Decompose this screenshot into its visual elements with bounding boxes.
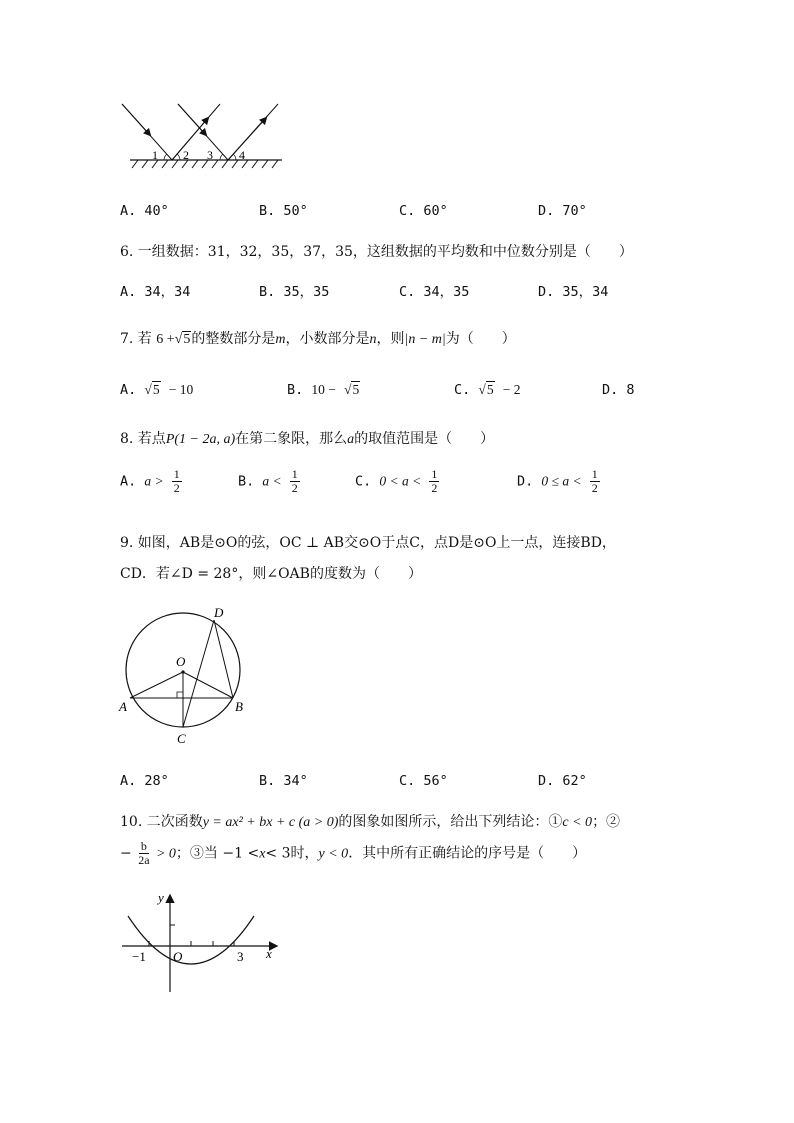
q10-stem-line2: − $\frac{b}{2a}$ > 0；③当 −1 <x< 3时，y < 0．其中所有正确结论的序号是（ ） (120, 839, 587, 867)
segment-oa (130, 672, 183, 698)
q9-option-d[interactable]: D. 62° (538, 773, 587, 789)
angle-label-4: 4 (239, 148, 245, 162)
parabola-figure (118, 888, 288, 998)
q6-stem: 6. 一组数据：31，32，35，37，35，这组数据的平均数和中位数分别是（ ） (120, 244, 633, 260)
label-b: B (235, 699, 243, 714)
q7-option-c[interactable]: C. √5 − 2 (454, 382, 521, 398)
q6-option-d[interactable]: D. 35，34 (538, 284, 609, 300)
segment-bd (214, 620, 233, 698)
segment-cd (183, 620, 214, 727)
q6-option-b[interactable]: B. 35，35 (259, 284, 330, 300)
angle-label-3: 3 (207, 148, 213, 162)
q9-option-c[interactable]: C. 56° (399, 773, 448, 789)
label-a: A (119, 699, 127, 714)
q9-option-a[interactable]: A. 28° (120, 773, 169, 789)
q7-option-b[interactable]: B. 10 − √5 (287, 382, 360, 398)
q6-option-a[interactable]: A. 34，34 (120, 284, 191, 300)
label-d: D (214, 605, 224, 620)
axis-label-y: y (158, 890, 164, 905)
label-o: O (176, 654, 186, 669)
q5-option-b[interactable]: B. 50° (259, 203, 308, 219)
q6-option-c[interactable]: C. 34，35 (399, 284, 470, 300)
q7-option-d[interactable]: D. 8 (602, 382, 635, 398)
q7-stem: 7. 若 6 +√5的整数部分是m，小数部分是n，则|n − m|为（ ） (120, 331, 516, 347)
angle-label-1: 1 (152, 148, 158, 162)
tick-label-3: 3 (237, 949, 244, 964)
reflection-figure (120, 96, 300, 176)
q8-option-b[interactable]: B. a < $\frac{1}{2}$ (238, 467, 298, 495)
origin-label: O (173, 949, 183, 964)
axis-label-x: x (266, 946, 272, 961)
q5-option-a[interactable]: A. 40° (120, 203, 169, 219)
segment-ob (183, 672, 233, 698)
q8-option-d[interactable]: D. 0 ≤ a < $\frac{1}{2}$ (517, 467, 598, 495)
q9-stem-line2: CD．若∠D = 28°，则∠OAB的度数为（ ） (120, 566, 422, 582)
q9-stem-line1: 9. 如图，AB是⊙O的弦，OC ⊥ AB交⊙O于点C，点D是⊙O上一点，连接BD， (120, 535, 616, 551)
parabola-curve (128, 916, 254, 964)
q8-option-a[interactable]: A. a > $\frac{1}{2}$ (120, 467, 180, 495)
circle-figure (115, 600, 265, 750)
q5-option-d[interactable]: D. 70° (538, 203, 587, 219)
q10-stem-line1: 10. 二次函数y = ax² + bx + c (a > 0)的图象如图所示，给出下列结论：①c < 0；② (120, 814, 621, 830)
q8-option-c[interactable]: C. 0 < a < $\frac{1}{2}$ (355, 467, 438, 495)
label-c: C (177, 731, 186, 746)
q5-option-c[interactable]: C. 60° (399, 203, 448, 219)
tick-label-neg1: −1 (132, 949, 146, 964)
angle-label-2: 2 (183, 148, 189, 162)
q9-option-b[interactable]: B. 34° (259, 773, 308, 789)
q8-stem: 8. 若点P(1 − 2a, a)在第二象限，那么a的取值范围是（ ） (120, 431, 495, 447)
q7-option-a[interactable]: A. √5 − 10 (120, 382, 194, 398)
